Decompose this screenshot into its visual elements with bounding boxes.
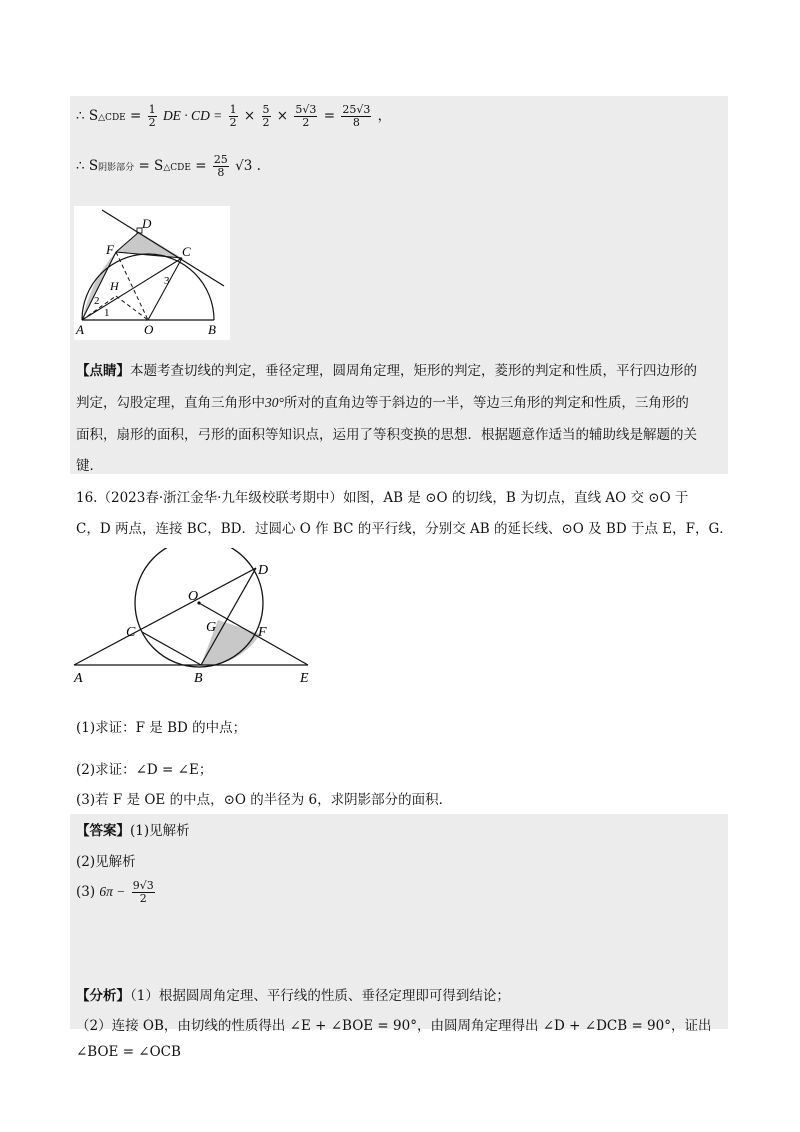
answer-line-3: (3) 6π − $\frac{9√3}{2}$ [76,879,154,905]
analysis-line-1: 【分析】（1）根据圆周角定理、平行线的性质、垂径定理即可得到结论； [76,988,510,1004]
label-G2: G [206,620,217,635]
question-3: (3)若 F 是 OE 的中点，⊙O 的半径为 6，求阴影部分的面积． [76,792,453,808]
label-F: F [106,242,114,257]
label-2: 2 [94,295,100,307]
area-formula-line: ∴ S△CDE = $\frac{1}{2}$ DE · CD = $\frac{1}{2}$ × $\frac{5}{2}$ × $\frac{5√3}{2}$ = $\frac{25√3}{8}$ ， [76,103,392,129]
geometry-figure-2 [70,548,330,688]
problem-line-2: C，D 两点，连接 BC，BD．过圆心 O 作 BC 的平行线，分别交 AB 的延长线、⊙O 及 BD 于点 E，F，G． [76,521,733,537]
label-O2: O [188,589,199,604]
label-D2: D [258,563,269,578]
comment-line-1: 【点睛】本题考查切线的判定，垂径定理，圆周角定理，矩形的判定，菱形的判定和性质，平行四边形的 [76,363,697,379]
label-H: H [110,279,119,293]
geometry-figure-1 [74,206,230,340]
answer-head: 【答案】 [76,823,130,839]
label-C2: C [126,625,136,640]
label-F2: F [258,625,267,640]
label-D: D [142,216,152,231]
question-2: (2)求证：∠D = ∠E； [76,762,213,778]
comment-head: 【点睛】 [76,363,130,379]
answer-line-1: 【答案】(1)见解析 [76,823,190,839]
problem-line-1: 16.（2023春·浙江金华·九年级校联考期中）如图，AB 是 ⊙O 的切线，B 为切点，直线 AO 交 ⊙O 于 [76,490,689,506]
label-B: B [208,322,216,337]
answer-line-2: (2)见解析 [76,854,136,870]
shaded-area-line: ∴ S阴影部分 = S△CDE = $\frac{25}{8}$ √3 . [76,153,261,179]
label-3: 3 [164,275,170,287]
label-E2: E [300,671,309,686]
question-1: (1)求证：F 是 BD 的中点； [76,720,247,736]
label-B2: B [194,671,203,686]
label-A: A [76,322,84,337]
label-C: C [182,244,191,259]
comment-line-3: 面积，扇形的面积，弓形的面积等知识点，运用了等积变换的思想．根据题意作适当的辅助线是解题的关 [76,427,697,443]
comment-line-2: 判定，勾股定理，直角三角形中30°所对的直角边等于斜边的一半，等边三角形的判定和性质，三角形的 [76,395,689,411]
label-A2: A [74,671,83,686]
comment-line-4: 键． [76,458,103,474]
label-1: 1 [104,307,110,319]
analysis-line-2: （2）连接 OB，由切线的性质得出 ∠E + ∠BOE = 90°，由圆周角定理得出 ∠D + ∠DCB = 90°，证出 [76,1018,712,1034]
analysis-head: 【分析】 [76,988,130,1004]
analysis-line-3: ∠BOE = ∠OCB [76,1044,181,1060]
label-O: O [144,322,154,337]
